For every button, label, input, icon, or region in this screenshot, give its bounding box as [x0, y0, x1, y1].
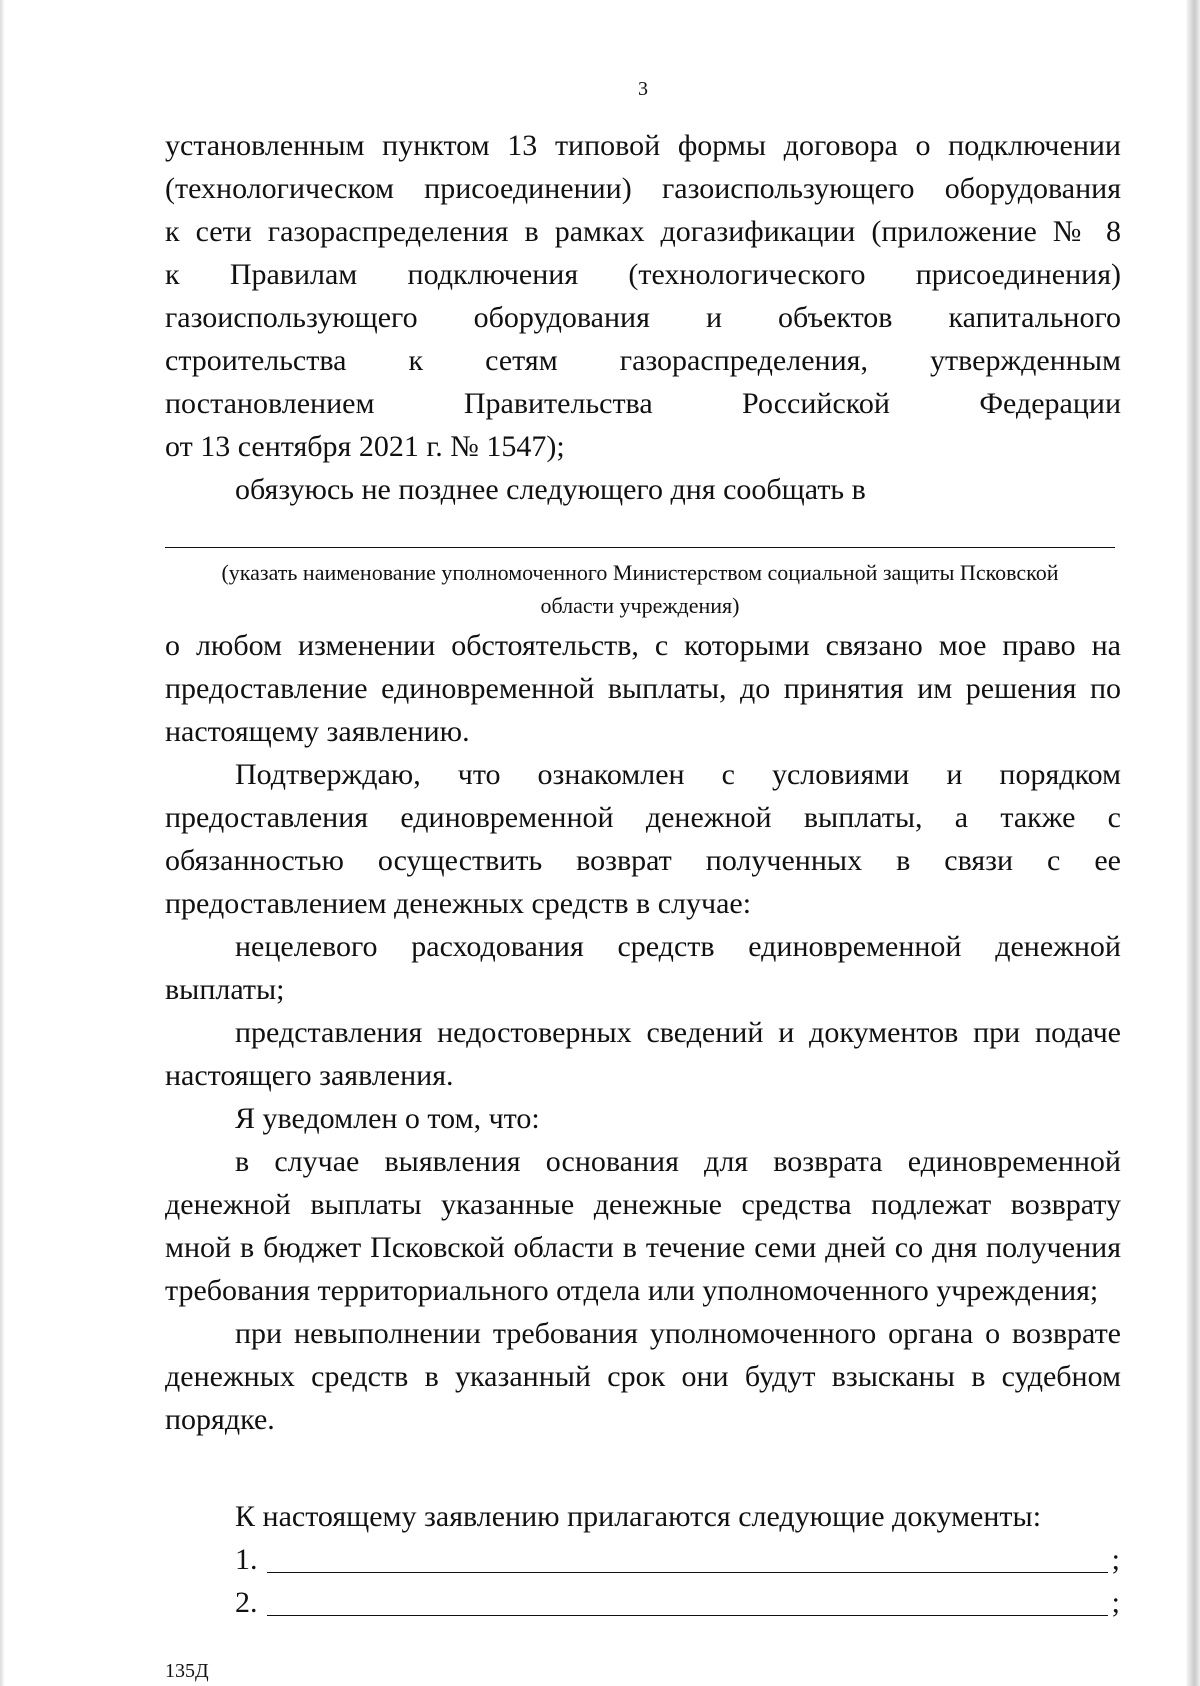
scan-right-edge [1186, 0, 1200, 1686]
paragraph-refund [165, 1140, 1121, 1312]
document-field-line[interactable] [267, 1542, 1108, 1573]
text-line: предоставлением денежных средств в случае: [165, 887, 752, 920]
text-line: Подтверждаю, что ознакомлен с условиями и порядком [235, 758, 1121, 791]
body-paragraphs [165, 624, 1121, 1441]
text-line: выплаты; [165, 973, 285, 1006]
text-line: мной в бюджет Псковской области в течение семи дней со дня получения [165, 1231, 1121, 1264]
paragraph-court [165, 1312, 1121, 1441]
paragraph-contract-reference [165, 124, 1121, 468]
document-item-1 [235, 1538, 1120, 1581]
text-line: Я уведомлен о том, что: [235, 1102, 540, 1135]
text-line: при невыполнении требования уполномоченного органа о возврате [235, 1317, 1121, 1350]
paragraph-obliged [165, 468, 1121, 511]
paragraph-notify-changes [165, 624, 1121, 753]
paragraph-confirm [165, 753, 1121, 925]
text-line: о любом изменении обстоятельств, с которыми связано мое право на [165, 629, 1121, 662]
text-line: обязуюсь не позднее следующего дня сообщать в [235, 473, 866, 506]
item-end: ; [1111, 1543, 1120, 1576]
text-line: предоставления единовременной денежной выплаты, а также с [165, 801, 1121, 834]
text-line: в случае выявления основания для возврата единовременной [235, 1145, 1121, 1178]
paragraph-notified [165, 1097, 1121, 1140]
item-number: 1. [235, 1543, 258, 1576]
text-line: (технологическом присоединении) газоиспользующего оборудования [165, 172, 1121, 205]
text-line: требования территориального отдела или уполномоченного учреждения; [165, 1274, 1099, 1307]
attached-documents-intro: К настоящему заявлению прилагаются следующие документы: [235, 1500, 1042, 1533]
institution-name-field-line[interactable] [165, 547, 1115, 548]
field-caption [165, 556, 1115, 622]
text-line: обязанностью осуществить возврат полученных в связи с ее [165, 844, 1121, 877]
item-number: 2. [235, 1586, 258, 1619]
scan-left-edge [0, 0, 5, 1686]
text-line: настоящего заявления. [165, 1059, 454, 1092]
document-code: 135Д [165, 1660, 209, 1682]
text-line: денежных средств в указанный срок они будут взысканы в судебном [165, 1360, 1121, 1393]
text-line: нецелевого расходования средств единовременной денежной [235, 930, 1121, 963]
text-line: денежной выплаты указанные денежные средства подлежат возврату [165, 1188, 1121, 1221]
text-line: от 13 сентября 2021 г. № 1547); [165, 430, 565, 463]
text-line: настоящему заявлению. [165, 715, 470, 748]
document-item-2 [235, 1581, 1120, 1624]
text-line: строительства к сетям газораспределения, утвержденным [165, 344, 1121, 377]
text-line: предоставление единовременной выплаты, до принятия им решения по [165, 672, 1121, 705]
text-line: к сети газораспределения в рамках догазификации (приложение № 8 [165, 215, 1121, 248]
text-line: порядке. [165, 1403, 275, 1436]
text-line: газоиспользующего оборудования и объектов капитального [165, 301, 1121, 334]
attached-documents [235, 1495, 1120, 1624]
text-line: к Правилам подключения (технологического присоединения) [165, 258, 1121, 291]
document-field-line[interactable] [267, 1585, 1108, 1616]
text-line: постановлением Правительства Российской Федерации [165, 387, 1121, 420]
paragraph-false-info [165, 1011, 1121, 1097]
paragraph-misuse [165, 925, 1121, 1011]
caption-line: (указать наименование уполномоченного Министерством социальной защиты Псковской [221, 560, 1059, 585]
text-line: установленным пунктом 13 типовой формы договора о подключении [165, 129, 1121, 162]
text-line: представления недостоверных сведений и документов при подаче [235, 1016, 1121, 1049]
item-end: ; [1111, 1586, 1120, 1619]
page-number: 3 [638, 78, 648, 100]
caption-line: области учреждения) [540, 593, 740, 618]
